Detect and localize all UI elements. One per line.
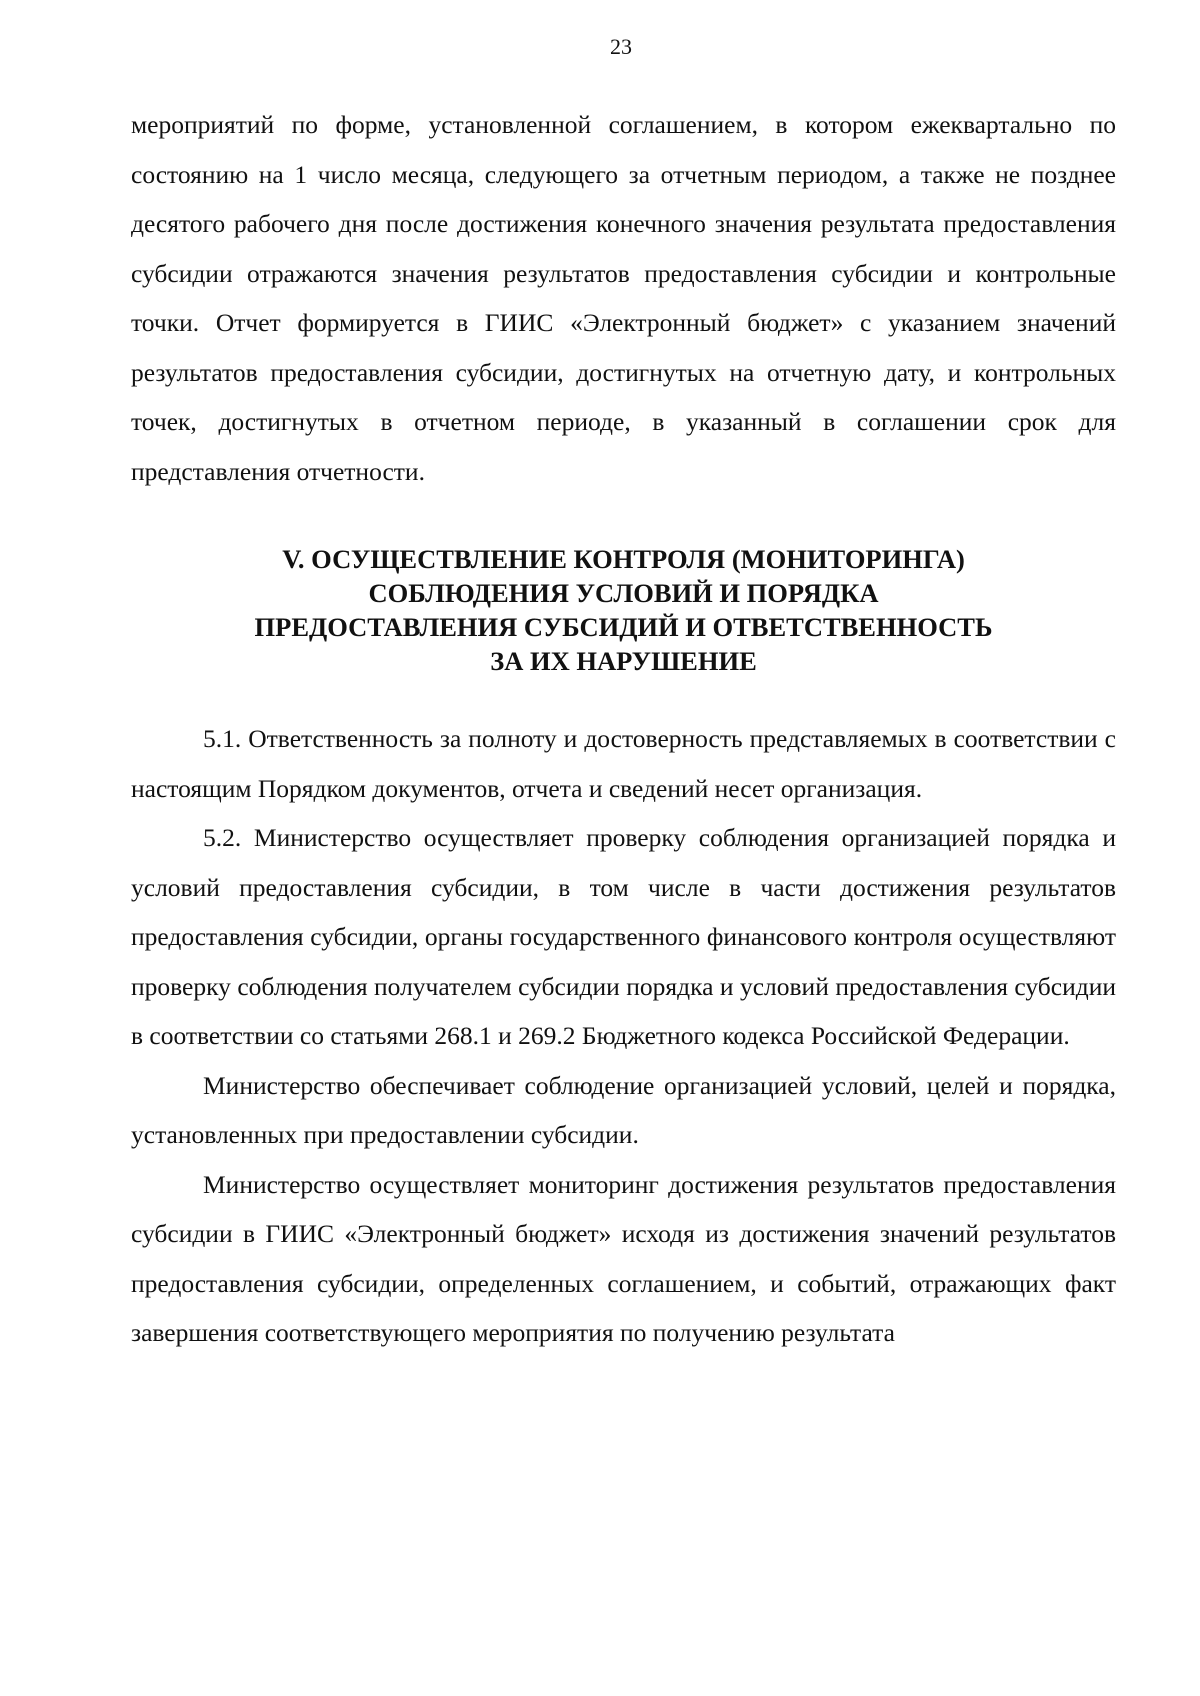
section-heading — [131, 542, 1116, 678]
section-heading-line-4: ЗА ИХ НАРУШЕНИЕ — [490, 646, 757, 676]
clause-5-1: 5.1. Ответственность за полноту и достоверность представляемых в соответствии с настоящим Порядком документов, отчета и сведений несет организация. — [131, 724, 1116, 803]
section-heading-line-3: ПРЕДОСТАВЛЕНИЯ СУБСИДИЙ И ОТВЕТСТВЕННОСТЬ — [254, 612, 993, 642]
document-body — [131, 100, 1116, 1358]
page-number: 23 — [610, 34, 632, 59]
paragraph-compliance: Министерство обеспечивает соблюдение организацией условий, целей и порядка, установленных при предоставлении субсидии. — [131, 1070, 1116, 1149]
clause-5-2: 5.2. Министерство осуществляет проверку соблюдения организацией порядка и условий предоставления субсидии, в том числе в части достижения результатов предоставления субсидии, органы государственного финансового контроля осуществляют проверку соблюдения получателем субсидии порядка и условий предоставления субсидии в соответствии со статьями 268.1 и 269.2 Бюджетного кодекса Российской Федерации. — [131, 823, 1116, 1050]
intro-paragraph: мероприятий по форме, установленной соглашением, в котором ежеквартально по состоянию на 1 число месяца, следующего за отчетным периодом, а также не позднее десятого рабочего дня после достижения конечного значения результата предоставления субсидии отражаются значения результатов предоставления субсидии и контрольные точки. Отчет формируется в ГИИС «Электронный бюджет» с указанием значений результатов предоставления субсидии, достигнутых на отчетную дату, и контрольных точек, достигнутых в отчетном периоде, в указанный в соглашении срок для представления отчетности. — [131, 110, 1116, 486]
section-heading-line-1: V. ОСУЩЕСТВЛЕНИЕ КОНТРОЛЯ (МОНИТОРИНГА) — [282, 544, 965, 574]
paragraph-monitoring: Министерство осуществляет мониторинг достижения результатов предоставления субсидии в ГИИС «Электронный бюджет» исходя из достижения значений результатов предоставления субсидии, определенных соглашением, и событий, отражающих факт завершения соответствующего мероприятия по получению результата — [131, 1169, 1116, 1347]
section-heading-line-2: СОБЛЮДЕНИЯ УСЛОВИЙ И ПОРЯДКА — [368, 578, 879, 608]
